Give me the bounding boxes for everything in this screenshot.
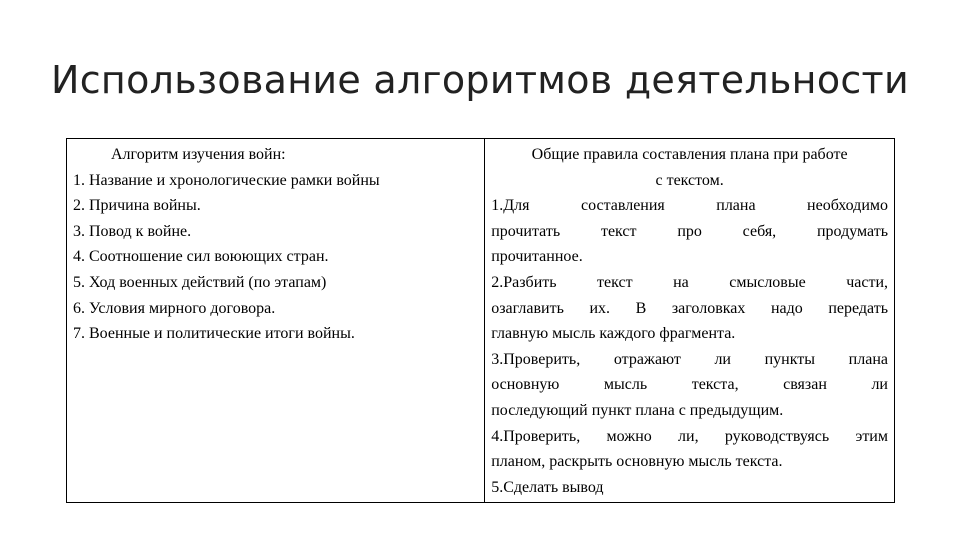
plan-rules-cell: [485, 139, 895, 503]
plan-rule-3-line: 3.Проверить, отражают ли пункты плана: [491, 350, 888, 368]
war-algorithm-item: 3. Повод к войне.: [73, 222, 192, 240]
plan-rule-1-line: 1.Для составления плана необходимо: [491, 197, 888, 215]
war-study-algorithm-cell: [67, 139, 485, 503]
plan-rule-3-line: основную мысль текста, связан ли: [491, 376, 888, 394]
comparison-table: [66, 138, 895, 503]
plan-rules-heading-line-1: Общие правила составления плана при работе: [531, 146, 848, 163]
war-algorithm-item: 6. Условия мирного договора.: [73, 299, 276, 317]
plan-rule-1-line: прочитанное.: [491, 248, 583, 266]
plan-rule-4-line: 4.Проверить, можно ли, руководствуясь этим: [491, 427, 888, 445]
war-algorithm-item: 4. Соотношение сил воюющих стран.: [73, 248, 329, 266]
war-algorithm-item: 5. Ход военных действий (по этапам): [73, 273, 327, 291]
plan-rule-2-line: озаглавить их. В заголовках надо передать: [491, 299, 888, 317]
plan-rule-4-line: планом, раскрыть основную мысль текста.: [491, 453, 783, 471]
slide-title: Использование алгоритмов деятельности: [51, 58, 909, 102]
plan-rule-1-line: прочитать текст про себя, продумать: [491, 222, 888, 240]
war-algorithm-item: 1. Название и хронологические рамки войны: [73, 171, 380, 189]
plan-rule-5-line: 5.Сделать вывод: [491, 478, 604, 496]
war-algorithm-item: 7. Военные и политические итоги войны.: [73, 325, 355, 343]
plan-rule-2-line: 2.Разбить текст на смысловые части,: [491, 273, 888, 291]
war-algorithm-item: 2. Причина войны.: [73, 197, 201, 215]
plan-rule-3-line: последующий пункт плана с предыдущим.: [491, 401, 784, 419]
plan-rules-heading-line-2: с текстом.: [655, 171, 724, 189]
war-algorithm-heading: Алгоритм изучения войн:: [111, 146, 286, 163]
plan-rule-2-line: главную мысль каждого фрагмента.: [491, 325, 736, 343]
table-row: [67, 139, 895, 503]
